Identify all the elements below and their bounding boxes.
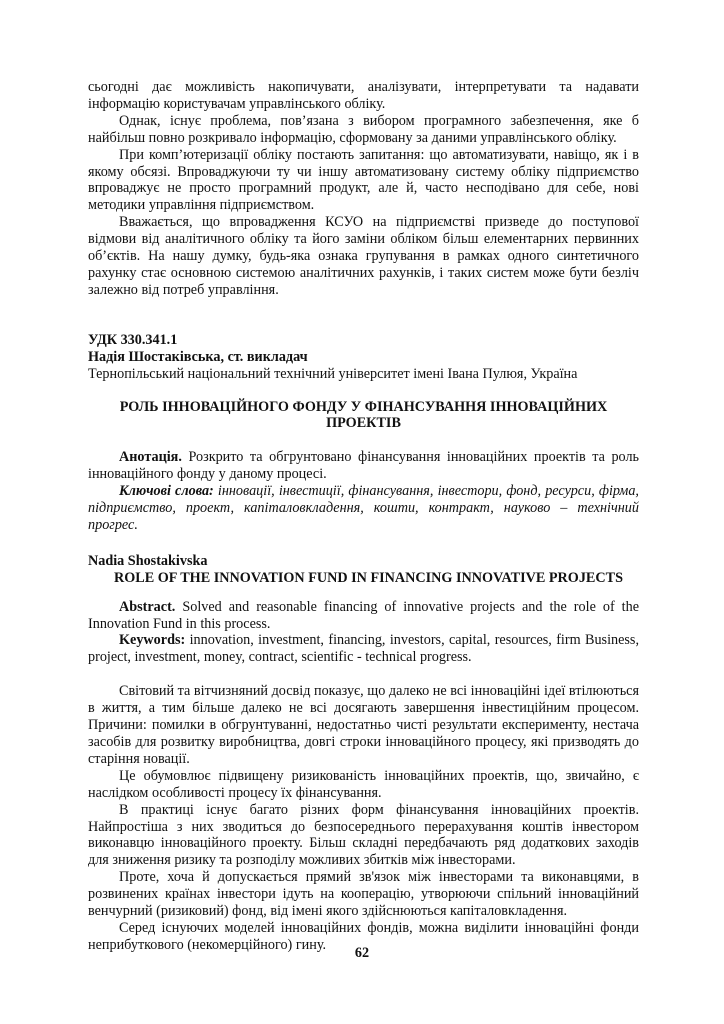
intro-paragraph-3: При комп’ютеризації обліку постають запитання: що автоматизувати, навіщо, як і в якому обсязі. Впроваджуючи ту чи іншу автоматизовану систему обліку підприємство впроваджує не просто програмний продукт, але й, часто несподівано для себе, нові методики управління підприємством. — [88, 146, 639, 214]
page-number: 62 — [354, 945, 370, 961]
intro-paragraph-2: Однак, існує проблема, пов’язана з вибором програмного забезпечення, яке б найбільш повно розкривало інформацію, сформовану за даними управлінського обліку. — [88, 112, 639, 146]
body-paragraph-3: В практиці існує багато різних форм фінансування інноваційних проектів. Найпростіша з них зводиться до безпосереднього перерахування коштів інвестором виконавцю інноваційного проекту. Більш складні передбачають ряд додаткових заходів для зниження ризику та розподілу можливих збитків між інвесторами. — [88, 801, 639, 869]
annotation-text: Розкрито та обгрунтовано фінансування інноваційних проектів та роль інноваційного фонду у даному процесі. — [88, 449, 639, 483]
annotation-label: Анотація. — [119, 449, 182, 466]
main-body — [88, 683, 639, 954]
abstract-en — [88, 599, 639, 633]
keywords-ua — [88, 483, 639, 534]
keywords-en — [88, 632, 639, 666]
affiliation: Тернопільський національний технічний університет імені Івана Пулюя, Україна — [88, 365, 578, 382]
body-paragraph-1: Світовий та вітчизняний досвід показує, що далеко не всі інноваційні ідеї втілюються в життя, а тим більше далеко не всі досягають завершення інвестиційним процесом. Причини: помилки в обгрунтуванні, недостатньо чисті результати експерименту, нестача засобів для розвитку виробництва, довгі строки інноваційного процесу, які призводять до старіння новації. — [88, 683, 639, 767]
abstract-text: Solved and reasonable financing of innovative projects and the role of the Innovation Fund in this process. — [88, 598, 639, 632]
article-title-en: ROLE OF THE INNOVATION FUND IN FINANCING INNOVATIVE PROJECTS — [114, 569, 623, 586]
intro-paragraph-1: сьогодні дає можливість накопичувати, аналізувати, інтерпретувати та надавати інформацію користувачам управлінського обліку. — [88, 79, 639, 112]
body-paragraph-5: Серед існуючих моделей інноваційних фондів, можна виділити інноваційні фонди неприбуткового (некомерційного) гину. — [88, 919, 639, 953]
keywords-ua-text: інновації, інвестиції, фінансування, інвестори, фонд, ресурси, фірма, підприємство, проект, капіталовкладення, кошти, контракт, науково – технічний прогрес. — [88, 483, 639, 533]
body-paragraph-2: Це обумовлює підвищену ризикованість інноваційних проектів, що, звичайно, є наслідком особливості процесу їх фінансування. — [88, 767, 639, 801]
abstract-label: Abstract. — [119, 598, 176, 615]
author-ua: Надія Шостаківська, ст. викладач — [88, 348, 308, 365]
author-en: Nadia Shostakivska — [88, 552, 208, 569]
intro-paragraph-4: Вважається, що впровадження КСУО на підприємстві призведе до поступової відмови від аналітичного обліку та його заміни обліком більш елементарних первинних об’єктів. На нашу думку, будь-яка ознака групування в рамках одного синтетичного рахунку стає основною системою аналітичних рахунків, і таких систем може бути безліч залежно від потреб управління. — [88, 214, 639, 298]
keywords-en-text: innovation, investment, financing, investors, capital, resources, firm Business, project, investment, money, contract, scientific - technical progress. — [88, 632, 639, 666]
article-title-ua: РОЛЬ ІННОВАЦІЙНОГО ФОНДУ У ФІНАНСУВАННЯ ІННОВАЦІЙНИХ ПРОЕКТІВ — [119, 398, 608, 432]
udk-code: УДК 330.341.1 — [88, 331, 178, 348]
page-content — [88, 79, 639, 954]
annotation — [88, 449, 639, 483]
body-paragraph-4: Проте, хоча й допускається прямий зв'язок між інвесторами та виконавцями, в розвинених країнах інвестори ідуть на кооперацію, утворюючи спільний інноваційний венчурний (ризиковий) фонд, від імені якого здійснюються капіталовкладення. — [88, 869, 639, 920]
keywords-en-label: Keywords: — [119, 632, 186, 649]
keywords-ua-label: Ключові слова: — [119, 483, 214, 500]
